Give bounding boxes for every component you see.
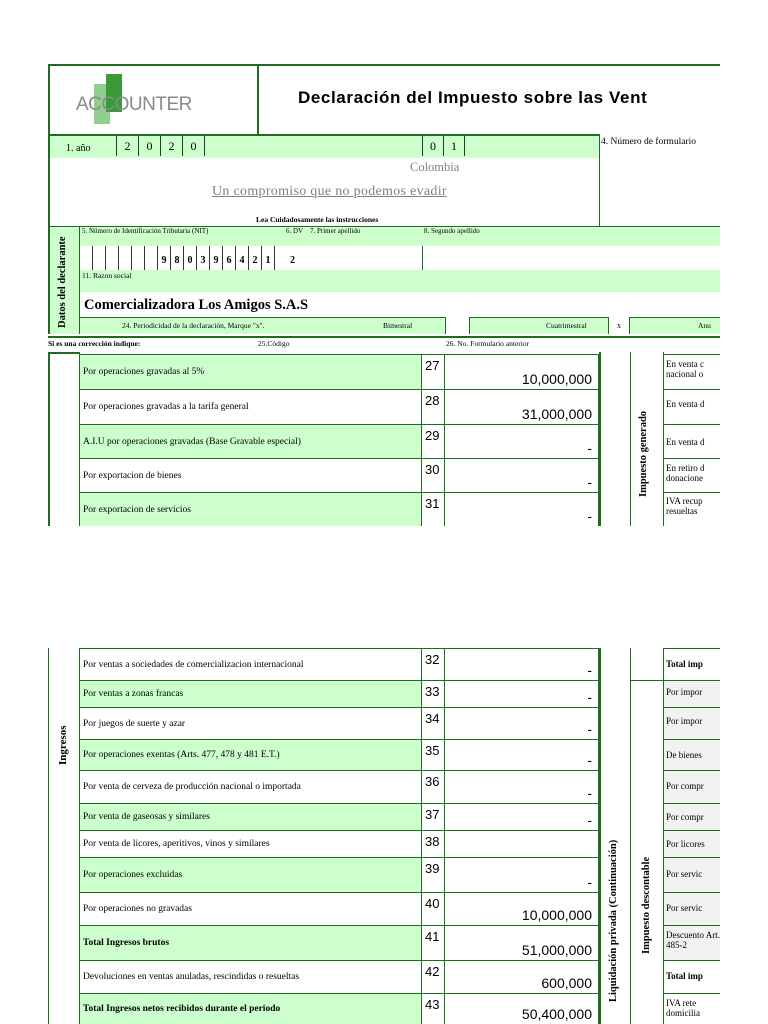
nit-cell-empty[interactable] xyxy=(144,246,157,270)
row-value[interactable]: 600,000 xyxy=(445,961,599,993)
table-row xyxy=(80,354,599,389)
deductible-label: Impuesto descontable xyxy=(641,856,652,954)
deductible-item: Descuento Art. 485-2 xyxy=(664,925,720,960)
tax-generated-item: En venta d xyxy=(664,424,720,458)
nit-label: 5. Número de Identificación Tributaria (NIT) xyxy=(82,227,209,235)
year-digit[interactable]: 0 xyxy=(138,136,160,156)
deductible-item: De bienes xyxy=(664,739,720,770)
income-left-rail-bottom xyxy=(48,648,80,1024)
row-value[interactable]: 10,000,000 xyxy=(445,355,599,389)
row-label: Por juegos de suerte y azar xyxy=(83,718,186,729)
tax-generated-item: IVA recup resueltas xyxy=(664,492,720,526)
table-row xyxy=(80,993,599,1024)
slogan: Un compromiso que no podemos evadir xyxy=(212,184,447,199)
row-value[interactable]: - xyxy=(445,804,599,830)
private-settlement-label: Liquidación privada (Continuación) xyxy=(608,839,619,1003)
nit-digit[interactable]: 3 xyxy=(196,246,209,270)
table-row xyxy=(80,739,599,770)
tax-generated-label: Impuesto generado xyxy=(638,410,649,498)
nit-digits[interactable] xyxy=(92,246,295,270)
nit-digit[interactable]: 4 xyxy=(235,246,248,270)
correction-row xyxy=(48,336,720,352)
nit-digit[interactable]: 8 xyxy=(170,246,183,270)
row-value[interactable]: - xyxy=(445,740,599,770)
deductible-rail-top xyxy=(631,680,664,681)
row-value[interactable]: - xyxy=(445,459,599,492)
row-value[interactable]: - xyxy=(445,771,599,803)
quarterly-checkbox[interactable]: x xyxy=(608,317,630,334)
row-label: A.I.U por operaciones gravadas (Base Gravable especial) xyxy=(83,436,301,447)
row-number: 40 xyxy=(421,893,445,925)
deductible-item: Total imp xyxy=(664,960,720,993)
nit-digit[interactable]: 9 xyxy=(209,246,222,270)
periodicity-label: 24. Periodicidad de la declaración, Marque "x". xyxy=(122,321,265,330)
row-label: Por exportacion de bienes xyxy=(83,470,182,481)
row-number: 32 xyxy=(421,649,445,680)
row-label: Por operaciones gravadas al 5% xyxy=(83,367,205,377)
deductible-item: Por servic xyxy=(664,892,720,925)
row-label: Por operaciones gravadas a la tarifa general xyxy=(83,402,249,412)
table-row xyxy=(80,892,599,925)
header-divider xyxy=(257,64,259,134)
dv-label: 6. DV xyxy=(286,227,304,235)
page-title: Declaración del Impuesto sobre las Vent xyxy=(298,88,648,107)
surname-divider xyxy=(422,246,423,270)
business-name[interactable]: Comercializadora Los Amigos S.A.S xyxy=(84,297,309,313)
income-section-label: Ingresos xyxy=(57,725,69,765)
year-digit[interactable]: 2 xyxy=(160,136,182,156)
period-digits xyxy=(422,136,465,156)
quarterly-option[interactable]: Cuatrimestral xyxy=(546,321,587,330)
row-value[interactable]: - xyxy=(445,708,599,739)
row-number: 30 xyxy=(421,459,445,492)
previous-form-label: 26. No. Formulario anterior xyxy=(446,339,530,348)
row-label: Devoluciones en ventas anuladas, rescindidas o resueltas xyxy=(83,972,300,982)
year-digits xyxy=(116,136,205,156)
table-row xyxy=(80,803,599,830)
row-number: 33 xyxy=(421,681,445,707)
left-border-mid xyxy=(48,158,50,228)
deductible-item: Por impor xyxy=(664,680,720,707)
row-value[interactable]: - xyxy=(445,493,599,526)
table-row xyxy=(80,857,599,892)
row-label: Por venta de licores, aperitivos, vinos y similares xyxy=(83,839,270,849)
logo xyxy=(76,72,216,128)
form-number-box xyxy=(599,134,721,226)
row-label: Por venta de gaseosas y similares xyxy=(83,812,210,822)
tax-generated-item: En venta d xyxy=(664,389,720,424)
table-row xyxy=(80,960,599,993)
logo-text: ACCOUNTER xyxy=(76,94,192,115)
period-digit[interactable]: 0 xyxy=(422,136,443,156)
row-value[interactable]: 50,400,000 xyxy=(445,994,599,1024)
row-label: Por ventas a zonas francas xyxy=(83,689,184,699)
declarant-section-label: Datos del declarante xyxy=(57,236,68,328)
table-row xyxy=(80,424,599,458)
year-digit[interactable]: 2 xyxy=(116,136,138,156)
tax-generated-item: En retiro d donacione xyxy=(664,458,720,492)
year-digit[interactable]: 0 xyxy=(182,136,204,156)
row-number: 37 xyxy=(421,804,445,830)
row-value[interactable] xyxy=(445,831,599,857)
row-value[interactable]: 31,000,000 xyxy=(445,390,599,424)
row-label: Total Ingresos netos recibidos durante el periodo xyxy=(83,1004,281,1014)
nit-cell-empty[interactable] xyxy=(92,246,105,270)
deductible-item: Total imp xyxy=(664,648,720,680)
row-label: Por operaciones excluidas xyxy=(83,870,183,880)
row-label: Total Ingresos brutos xyxy=(83,938,170,948)
row-number: 31 xyxy=(421,493,445,526)
row-value[interactable]: - xyxy=(445,858,599,892)
row-label: Por exportacion de servicios xyxy=(83,504,191,515)
deductible-item: Por compr xyxy=(664,803,720,830)
country-label: Colombia xyxy=(410,160,460,174)
correction-label: Si es una corrección indique: xyxy=(48,339,141,348)
row-value[interactable]: - xyxy=(445,681,599,707)
tax-generated-item: En venta c nacional o xyxy=(664,354,720,389)
income-right-frame xyxy=(599,352,601,526)
row-value[interactable]: - xyxy=(445,425,599,458)
table-row xyxy=(80,680,599,707)
table-row xyxy=(80,648,599,680)
nit-cell-empty[interactable] xyxy=(131,246,144,270)
income-left-rail xyxy=(48,352,80,526)
row-number: 39 xyxy=(421,858,445,892)
row-number: 36 xyxy=(421,771,445,803)
nit-cell-empty[interactable] xyxy=(105,246,118,270)
code-label: 25.Código xyxy=(258,339,290,348)
row-number: 43 xyxy=(421,994,445,1024)
table-row xyxy=(80,458,599,492)
annual-option[interactable]: Anu xyxy=(698,321,711,330)
bimonthly-checkbox[interactable] xyxy=(445,317,470,334)
table-row xyxy=(80,925,599,960)
nit-digit[interactable]: 0 xyxy=(183,246,196,270)
nit-digit[interactable]: 2 xyxy=(248,246,261,270)
deductible-item: Por compr xyxy=(664,770,720,803)
business-name-label-row xyxy=(80,270,720,292)
bimonthly-option[interactable]: Bimestral xyxy=(383,321,413,330)
row-label: Por venta de cerveza de producción nacional o importada xyxy=(83,782,301,792)
row-label: Por ventas a sociedades de comercializacion internacional xyxy=(83,659,304,670)
deductible-item: Por impor xyxy=(664,707,720,739)
row-value[interactable]: 51,000,000 xyxy=(445,926,599,960)
first-surname-label: 7. Primer apellido xyxy=(310,227,361,235)
nit-cell-empty[interactable] xyxy=(118,246,131,270)
table-row xyxy=(80,389,599,424)
deductible-item: Por licores xyxy=(664,830,720,857)
form-number-label: 4. Número de formulario xyxy=(601,137,696,147)
second-surname-label: 8. Segundo apellido xyxy=(424,227,480,235)
business-name-label: 11. Razon social xyxy=(82,271,132,280)
row-number: 41 xyxy=(421,926,445,960)
row-label: Por operaciones exentas (Arts. 477, 478 y 481 E.T.) xyxy=(83,750,280,760)
row-value[interactable]: - xyxy=(445,649,599,680)
year-label: 1. año xyxy=(66,143,91,154)
row-value[interactable]: 10,000,000 xyxy=(445,893,599,925)
deductible-item: IVA rete domicilia xyxy=(664,993,720,1024)
table-row xyxy=(80,707,599,739)
table-row xyxy=(80,770,599,803)
table-row xyxy=(80,492,599,526)
row-number: 27 xyxy=(421,355,445,389)
instructions-note: Lea Cuidadosamente las instrucciones xyxy=(256,215,379,224)
row-number: 28 xyxy=(421,390,445,424)
dv-value[interactable]: 2 xyxy=(290,255,295,266)
nit-digit[interactable]: 9 xyxy=(157,246,170,270)
nit-digit[interactable]: 6 xyxy=(222,246,235,270)
nit-digit[interactable]: 1 xyxy=(261,246,275,270)
row-number: 38 xyxy=(421,831,445,857)
row-number: 42 xyxy=(421,961,445,993)
row-number: 34 xyxy=(421,708,445,739)
deductible-item: Por servic xyxy=(664,857,720,892)
row-label: Por operaciones no gravadas xyxy=(83,904,192,914)
row-number: 29 xyxy=(421,425,445,458)
table-row xyxy=(80,830,599,857)
period-digit[interactable]: 1 xyxy=(443,136,464,156)
row-number: 35 xyxy=(421,740,445,770)
